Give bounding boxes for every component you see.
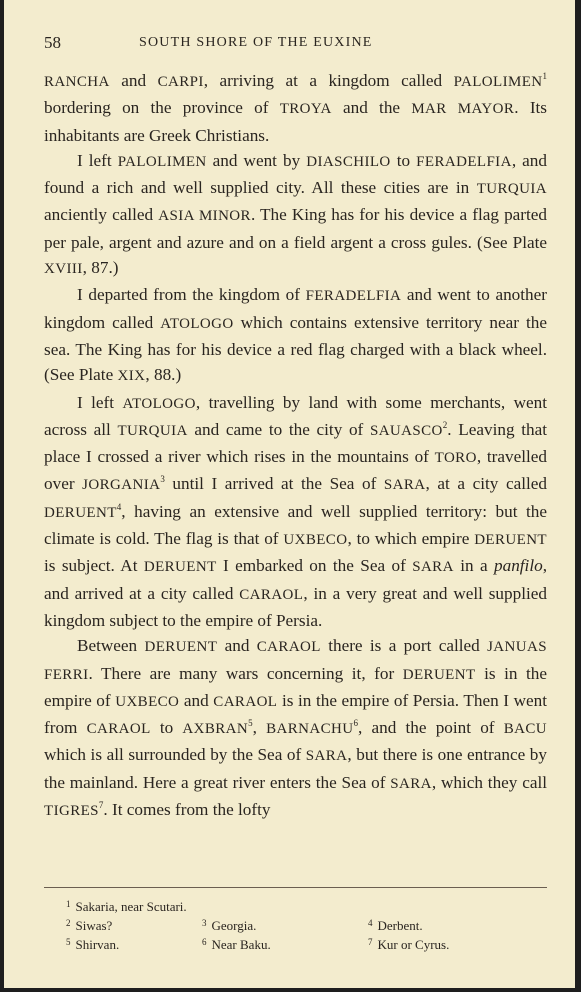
text-run: and went to another kingdom called xyxy=(44,285,547,332)
place-name: DERUENT xyxy=(44,504,117,521)
footnote-row xyxy=(66,933,526,952)
place-name: CARAOL xyxy=(239,586,304,603)
paragraph-4 xyxy=(44,390,547,634)
footnote-ref: 1 xyxy=(542,71,547,81)
text-run: , 87.) xyxy=(82,258,119,278)
footnote-text: Kur or Cyrus. xyxy=(377,937,450,952)
place-name: CARAOL xyxy=(86,721,151,738)
place-name: PALOLIMEN xyxy=(117,153,207,170)
text-run: , having an extensive and well supplied territory: but the climate is cold. The flag is that of xyxy=(44,501,547,549)
place-name: JORGANIA xyxy=(82,477,161,494)
text-run: , travelling by land with some merchants, went across all xyxy=(44,392,547,439)
place-name: PALOLIMEN xyxy=(453,74,543,90)
text-run: , to which empire xyxy=(347,529,475,549)
footnotes xyxy=(66,895,526,952)
text-run: , arriving at a kingdom called xyxy=(203,71,454,90)
paragraph-3 xyxy=(44,282,547,389)
paragraph-5 xyxy=(44,633,547,824)
text-run: is in the empire of Persia. Then I went from xyxy=(44,690,547,738)
footnote-text: Siwas? xyxy=(75,918,113,933)
text-run: which contains extensive territory near the sea. The King has for his device a red flag charged with a black wheel. (See Plate xyxy=(44,312,547,385)
footnote-ref: 6 xyxy=(353,718,359,729)
text-run: I left xyxy=(77,150,118,170)
text-run: . Leaving that place I crossed a river which rises in the mountains of xyxy=(44,419,547,467)
text-run: I embarked on the Sea of xyxy=(216,556,413,576)
footnote-mark: 7 xyxy=(368,937,373,947)
book-page xyxy=(4,0,575,988)
text-run: , and arrived at a city called xyxy=(44,556,547,603)
text-run: which is all surrounded by the Sea of xyxy=(44,745,306,765)
place-name: UXBECO xyxy=(115,693,180,710)
place-name: TURQUIA xyxy=(117,422,188,439)
plate-number: XVIII xyxy=(44,261,83,278)
footnote-2 xyxy=(66,914,112,935)
footnote-mark: 2 xyxy=(66,918,71,928)
place-name: SARA xyxy=(390,775,432,792)
place-name: DERUENT xyxy=(143,559,217,576)
place-name: ATOLOGO xyxy=(122,395,196,412)
place-name: TURQUIA xyxy=(476,181,547,198)
place-name: TIGRES xyxy=(44,803,99,820)
footnote-mark: 6 xyxy=(202,937,207,947)
place-name: DERUENT xyxy=(144,639,218,656)
footnote-mark: 5 xyxy=(66,937,71,947)
place-name: TORO xyxy=(434,450,477,467)
footnote-text: Shirvan. xyxy=(75,937,120,952)
plate-number: XIX xyxy=(117,368,146,385)
place-name: SARA xyxy=(305,748,348,765)
footnote-4 xyxy=(368,914,423,935)
running-title: SOUTH SHORE OF THE EUXINE xyxy=(139,35,373,50)
place-name: FERADELFIA xyxy=(416,153,512,170)
place-name: UXBECO xyxy=(283,532,348,549)
place-name: MAR MAYOR xyxy=(411,101,515,118)
place-name: CARPI xyxy=(157,74,204,90)
text-run: , which they call xyxy=(431,772,547,792)
text-run: . There are many wars concerning it, for xyxy=(88,663,403,683)
text-run: and went by xyxy=(206,150,307,170)
place-name: ATOLOGO xyxy=(160,315,234,332)
text-run: , 88.) xyxy=(145,365,182,385)
text-run: Between xyxy=(77,636,145,656)
text-run: I departed from the kingdom of xyxy=(77,285,306,305)
footnote-7 xyxy=(368,933,449,954)
body-text xyxy=(44,68,547,824)
place-name: DERUENT xyxy=(474,532,547,549)
place-name: DIASCHILO xyxy=(306,153,391,170)
footnote-mark: 1 xyxy=(66,899,71,909)
place-name: DERUENT xyxy=(402,666,476,683)
text-run: to xyxy=(150,718,183,738)
place-name: JANUAS FERRI xyxy=(44,639,547,683)
text-run: , travelled over xyxy=(44,447,547,494)
footnote-3 xyxy=(202,914,256,935)
page-number: 58 xyxy=(44,33,61,52)
text-run: , but there is one entrance by the mainland. Here a great river enters the Sea of xyxy=(44,745,547,792)
text-run: , xyxy=(252,718,267,738)
text-run: is subject. At xyxy=(44,556,144,576)
text-run: and xyxy=(179,690,214,710)
text-run: there is a port called xyxy=(320,636,488,656)
text-run: and xyxy=(217,636,257,656)
place-name: BARNACHU xyxy=(266,721,354,738)
footnote-text: Near Baku. xyxy=(211,937,271,952)
text-run: , and found a rich and well supplied city. All these cities are in xyxy=(44,150,547,198)
footnote-1 xyxy=(66,895,187,916)
place-name: TROYA xyxy=(279,101,332,118)
place-name: CARAOL xyxy=(256,639,321,656)
page-header xyxy=(44,33,544,59)
text-run: I left xyxy=(77,392,123,412)
place-name: AXBRAN xyxy=(182,721,249,738)
footnote-mark: 4 xyxy=(368,918,373,928)
place-name: SARA xyxy=(412,559,454,576)
text-run: until I arrived at the Sea of xyxy=(164,474,384,494)
place-name: SARA xyxy=(383,477,426,494)
footnote-ref: 5 xyxy=(248,718,253,729)
place-name: SAUASCO xyxy=(369,422,443,439)
text-run: . The King has for his device a flag parted per pale, argent and azure and on a field argent a cross gules. (See Plate xyxy=(44,205,548,252)
text-run: anciently called xyxy=(44,205,159,225)
footnote-6 xyxy=(202,933,271,954)
text-run: , in a very great and well supplied kingdom subject to the empire of Persia. xyxy=(44,583,547,630)
text-run: and the xyxy=(331,98,412,118)
text-run: is in the empire of xyxy=(44,663,547,710)
footnote-text: Sakaria, near Scutari. xyxy=(75,899,187,914)
place-name: FERADELFIA xyxy=(305,288,402,305)
footnote-ref: 2 xyxy=(442,419,448,430)
text-run: , at a city called xyxy=(425,474,547,494)
footnote-ref: 3 xyxy=(160,474,165,485)
text-run: . It comes from the lofty xyxy=(103,800,271,820)
italic-word: panfilo xyxy=(494,556,543,576)
text-run: and came to the city of xyxy=(187,419,370,439)
footnote-5 xyxy=(66,933,119,954)
place-name: CARAOL xyxy=(213,693,278,710)
place-name: RANCHA xyxy=(44,74,110,90)
footnote-rule xyxy=(44,887,547,888)
paragraph-1 xyxy=(44,68,547,148)
text-run: to xyxy=(390,150,417,170)
place-name: BACU xyxy=(503,721,547,738)
footnote-mark: 3 xyxy=(202,918,207,928)
text-run: . Its inhabitants are Greek Christians. xyxy=(44,98,547,145)
place-name: ASIA MINOR xyxy=(158,208,251,225)
text-run: in a xyxy=(453,556,494,576)
footnote-text: Derbent. xyxy=(377,918,423,933)
footnote-row xyxy=(66,914,526,933)
text-run: bordering on the province of xyxy=(44,98,280,118)
paragraph-2 xyxy=(44,148,547,282)
text-run: , and the point of xyxy=(358,718,504,738)
footnote-ref: 7 xyxy=(98,800,104,811)
footnote-row xyxy=(66,895,526,914)
footnote-text: Georgia. xyxy=(211,918,257,933)
footnote-ref: 4 xyxy=(116,501,122,512)
text-run: and xyxy=(109,71,158,90)
